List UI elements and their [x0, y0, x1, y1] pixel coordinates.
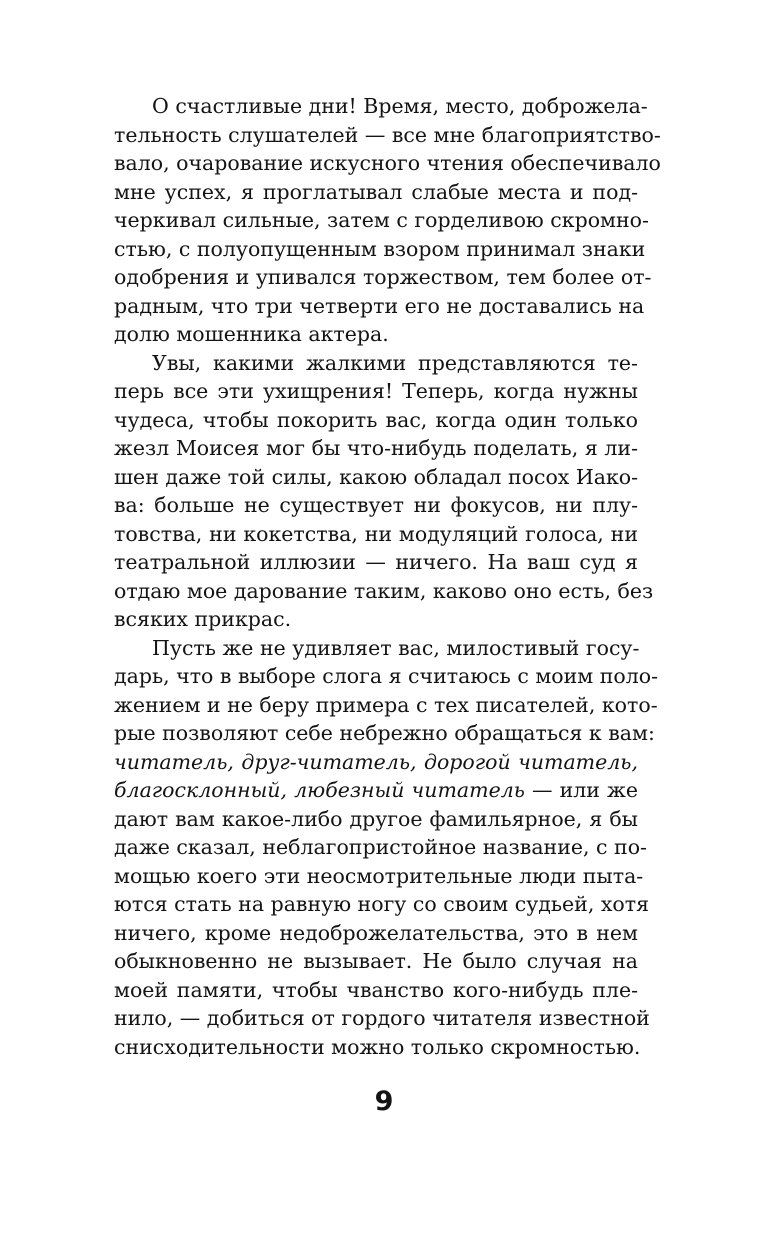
text-line: тельность слушателей — все мне благоприятство-	[114, 122, 661, 147]
text-line: жением и не беру примера с тех писателей, кото-	[114, 692, 658, 717]
text-line: ются стать на равную ногу со своим судьей, хотя	[114, 892, 650, 916]
paragraph-1	[76, 92, 661, 349]
text-line: долю мошенника актера.	[114, 322, 389, 346]
text-line: одобрения и упивался торжеством, тем более от-	[114, 265, 652, 289]
text-line: черкивал сильные, затем с горделивою скромно-	[114, 208, 649, 232]
text-line: мне успех, я проглатывал слабые места и под-	[114, 179, 638, 204]
text-line: моей памяти, чтобы чванство кого-нибудь пле-	[114, 977, 638, 1002]
text-line: стью, с полуопущенным взором принимал знаки	[114, 236, 646, 261]
text-line: радным, что три четверти его не доставались на	[114, 293, 645, 318]
text-line: отдаю мое дарование таким, каково оно есть, без	[114, 578, 654, 603]
text-line: чудеса, чтобы покорить вас, когда один только	[114, 407, 638, 432]
text-line: нило, — добиться от гордого читателя известной	[114, 1006, 650, 1030]
text-line: снисходительности можно только скромностью.	[114, 1034, 641, 1059]
paragraph-2	[76, 349, 654, 634]
paragraph-3	[76, 634, 659, 1062]
text-line: даже сказал, неблагопристойное название, с по-	[114, 835, 647, 859]
text-line: всяких прикрас.	[114, 607, 292, 631]
text-line: рые позволяют себе небрежно обращаться к вам:	[114, 721, 655, 745]
text-line: товства, ни кокетства, ни модуляций голоса, ни	[114, 521, 638, 546]
text-line: ничего, кроме недоброжелательства, это в нем	[114, 920, 638, 945]
italic-reader-names: читатель, друг-читатель, дорогой читатель,	[114, 749, 638, 774]
text-line: театральной иллюзии — ничего. На ваш суд я	[114, 550, 638, 574]
text-line: вало, очарование искусного чтения обеспечивало	[114, 151, 661, 175]
text-fragment: — или же	[524, 778, 638, 802]
body-text	[76, 92, 661, 1061]
text-line: жезл Моисея мог бы что-нибудь поделать, я ли-	[114, 436, 638, 460]
text-line: Пусть же не удивляет вас, милостивый госу-	[152, 635, 640, 660]
text-line: дарь, что в выборе слога я считаюсь с моим поло-	[114, 664, 659, 688]
text-line: шен даже той силы, какою обладал посох Иако-	[114, 464, 639, 489]
page-number: 9	[374, 1086, 394, 1117]
text-line: мощью коего эти неосмотрительные люди пыта-	[114, 863, 644, 888]
text-line: О счастливые дни! Время, место, доброжела-	[152, 94, 648, 118]
text-line: дают вам какое-либо другое фамильярное, я бы	[114, 806, 638, 831]
text-line: Увы, какими жалкими представляются те-	[152, 350, 638, 375]
text-line-mixed	[76, 776, 638, 805]
italic-reader-names-2: благосклонный, любезный читатель	[114, 778, 525, 802]
text-line: перь все эти ухищрения! Теперь, когда нужны	[114, 379, 638, 403]
text-line-italic	[76, 748, 638, 777]
text-line: ва: больше не существует ни фокусов, ни плу-	[114, 493, 638, 517]
text-line: обыкновенно не вызывает. Не было случая на	[114, 949, 638, 973]
